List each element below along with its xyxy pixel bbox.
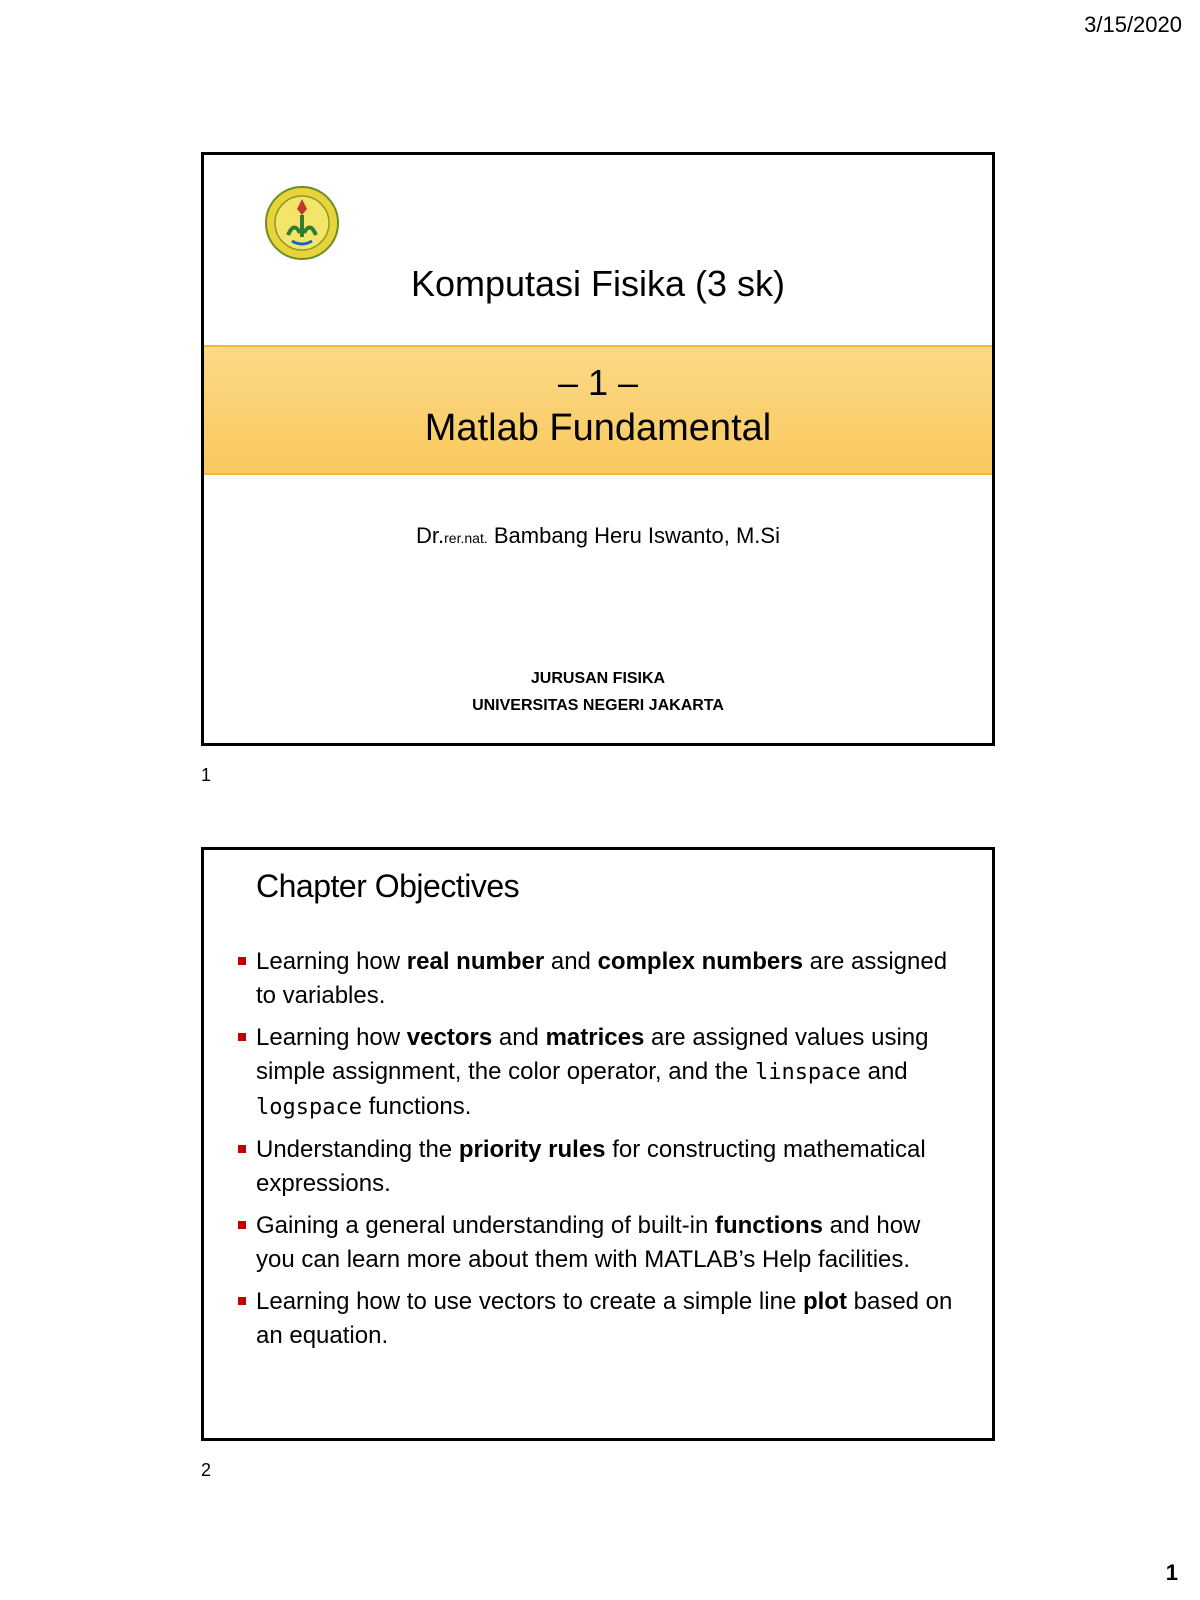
item-text: are assigned to variables. xyxy=(256,948,948,1009)
item-bold-text: matrices xyxy=(545,1024,645,1051)
item-text: and how you can learn more about them with MATLAB’s Help facilities. xyxy=(256,1212,921,1273)
institution-university: UNIVERSITAS NEGERI JAKARTA xyxy=(472,697,724,714)
slide-number: 2 xyxy=(201,1460,212,1480)
lecture-subtitle: Matlab Fundamental xyxy=(424,407,772,449)
item-bold-text: functions xyxy=(714,1212,823,1239)
bullet-square-icon xyxy=(238,957,246,965)
institution-department: JURUSAN FISIKA xyxy=(530,670,666,687)
print-date: 3/15/2020 xyxy=(1084,12,1182,37)
bullet-square-icon xyxy=(238,1297,246,1305)
author-prefix: Dr. xyxy=(416,523,445,548)
item-text: functions. xyxy=(361,1093,472,1120)
slide-number: 1 xyxy=(201,765,212,785)
page-number: 1 xyxy=(1165,1560,1178,1585)
item-text: Learning how to use vectors to create a simple line xyxy=(256,1288,803,1315)
list-item xyxy=(238,1021,962,1125)
slide-1 xyxy=(201,152,995,746)
list-item xyxy=(238,1133,962,1201)
item-text: for constructing mathematical expressions. xyxy=(256,1136,926,1197)
university-seal-icon xyxy=(264,185,340,261)
item-bold-text: priority rules xyxy=(458,1136,606,1163)
title-band xyxy=(204,345,992,475)
item-code-text: linspace xyxy=(754,1060,861,1085)
item-bold-text: plot xyxy=(802,1288,847,1315)
item-text: and xyxy=(544,948,598,975)
list-item xyxy=(238,1209,962,1277)
slide-title: Chapter Objectives xyxy=(256,868,520,904)
item-bold-text: complex numbers xyxy=(597,948,803,975)
item-code-text: logspace xyxy=(256,1095,362,1120)
bullet-square-icon xyxy=(238,1033,246,1041)
bullet-square-icon xyxy=(238,1221,246,1229)
item-text: Understanding the xyxy=(256,1136,459,1163)
author-degree: rer.nat. xyxy=(444,530,488,546)
item-text: Learning how xyxy=(256,1024,407,1051)
bullet-square-icon xyxy=(238,1145,246,1153)
slide-2 xyxy=(201,847,995,1441)
item-text: Gaining a general understanding of built-in xyxy=(256,1212,715,1239)
institution xyxy=(204,665,992,719)
list-item xyxy=(238,945,962,1013)
item-text: and xyxy=(860,1058,908,1085)
author xyxy=(204,523,992,549)
objectives-list xyxy=(238,945,962,1361)
item-text: Learning how xyxy=(256,948,407,975)
lecture-number: – 1 – xyxy=(557,362,639,403)
author-name: Bambang Heru Iswanto, M.Si xyxy=(487,523,780,548)
list-item xyxy=(238,1285,962,1353)
item-text: based on an equation. xyxy=(256,1288,953,1349)
slide-title: Komputasi Fisika (3 sk) xyxy=(410,263,786,304)
item-text: and xyxy=(492,1024,546,1051)
item-text: are assigned values using simple assignment, the color operator, and the xyxy=(256,1024,929,1085)
item-bold-text: vectors xyxy=(406,1024,493,1051)
item-bold-text: real number xyxy=(406,948,545,975)
